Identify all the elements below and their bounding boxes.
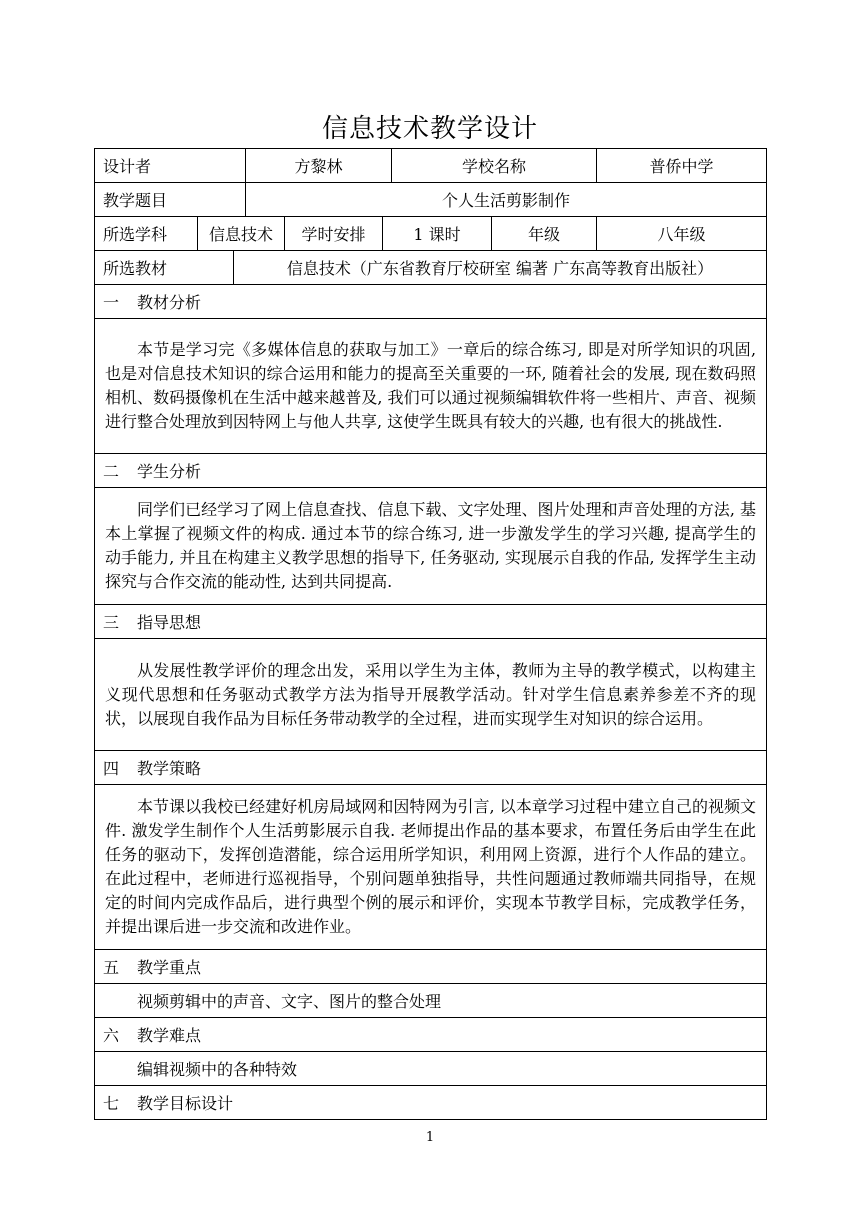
section-number: 五 [103, 958, 120, 977]
school-label: 学校名称 [392, 149, 597, 183]
school-value: 普侨中学 [597, 149, 767, 183]
page-number: 1 [425, 1130, 435, 1145]
section-6-header [95, 1018, 767, 1052]
designer-value: 方黎林 [246, 149, 392, 183]
section-number: 二 [103, 462, 120, 481]
lesson-plan-table [94, 148, 767, 1120]
section-4-body [95, 785, 767, 950]
row-subject [95, 217, 767, 251]
section-6-body [95, 1052, 767, 1086]
section-paragraph: 本节是学习完《多媒体信息的获取与加工》一章后的综合练习, 即是对所学知识的巩固, 也是对信息技术知识的综合运用和能力的提高至关重要的一环, 随着社会的发展, 现在数码照相机、数码摄像机在生活中越来越普及, 我们可以通过视频编辑软件将一些相片、声音、视频进行整合处理放到因特网上与他人共享, 这使学生既具有较大的兴趣, 也有很大的挑战性. [105, 340, 757, 431]
subject-label: 所选学科 [95, 217, 198, 251]
section-4-header [95, 751, 767, 785]
section-title: 教学策略 [137, 759, 202, 778]
section-2-body [95, 488, 767, 605]
section-number: 七 [103, 1094, 120, 1113]
section-number: 三 [103, 613, 120, 632]
topic-value: 个人生活剪影制作 [246, 183, 767, 217]
grade-label: 年级 [492, 217, 597, 251]
section-3-body [95, 639, 767, 751]
section-5-header [95, 950, 767, 984]
document-title: 信息技术教学设计 [321, 114, 538, 144]
section-number: 四 [103, 759, 120, 778]
section-title: 学生分析 [137, 462, 202, 481]
row-topic [95, 183, 767, 217]
section-number: 一 [103, 293, 120, 312]
section-paragraph: 同学们已经学习了网上信息查找、信息下载、文字处理、图片处理和声音处理的方法, 基本上掌握了视频文件的构成. 通过本节的综合练习, 进一步激发学生的学习兴趣, 提高学生的动手能力, 并且在构建主义教学思想的指导下, 任务驱动, 实现展示自我的作品, 发挥学生主动探究与合作交流的能动性, 达到共同提高. [105, 500, 757, 591]
section-1-header [95, 285, 767, 319]
section-number: 六 [103, 1026, 120, 1045]
section-5-body [95, 984, 767, 1018]
hours-value: 1 课时 [383, 217, 492, 251]
section-3-header [95, 605, 767, 639]
section-2-header [95, 454, 767, 488]
textbook-value: 信息技术（广东省教育厅校研室 编著 广东高等教育出版社） [234, 251, 767, 285]
section-paragraph: 从发展性教学评价的理念出发，采用以学生为主体，教师为主导的教学模式，以构建主义现代思想和任务驱动式教学方法为指导开展教学活动。针对学生信息素养参差不齐的现状，以展现自我作品为目标任务带动教学的全过程，进而实现学生对知识的综合运用。 [105, 660, 757, 728]
section-line: 编辑视频中的各种特效 [95, 1052, 767, 1086]
subject-value: 信息技术 [198, 217, 285, 251]
section-title: 教学难点 [137, 1026, 202, 1045]
section-title: 指导思想 [137, 613, 202, 632]
topic-label: 教学题目 [95, 183, 246, 217]
row-textbook [95, 251, 767, 285]
grade-value: 八年级 [597, 217, 767, 251]
row-designer [95, 149, 767, 183]
textbook-label: 所选教材 [95, 251, 234, 285]
section-1-body [95, 319, 767, 454]
designer-label: 设计者 [95, 149, 246, 183]
section-title: 教学目标设计 [137, 1094, 234, 1113]
section-title: 教材分析 [137, 293, 202, 312]
section-7-header [95, 1086, 767, 1120]
hours-label: 学时安排 [285, 217, 383, 251]
section-title: 教学重点 [137, 958, 202, 977]
section-paragraph: 本节课以我校已经建好机房局域网和因特网为引言, 以本章学习过程中建立自己的视频文件. 激发学生制作个人生活剪影展示自我. 老师提出作品的基本要求，布置任务后由学生在此任务的驱动下，发挥创造潜能，综合运用所学知识，利用网上资源，进行个人作品的建立。在此过程中，老师进行巡视指导，个别问题单独指导，共性问题通过教师端共同指导，在规定的时间内完成作品后，进行典型个例的展示和评价，实现本节教学目标，完成教学任务，并提出课后进一步交流和改进作业。 [105, 797, 757, 936]
section-line: 视频剪辑中的声音、文字、图片的整合处理 [95, 984, 767, 1018]
